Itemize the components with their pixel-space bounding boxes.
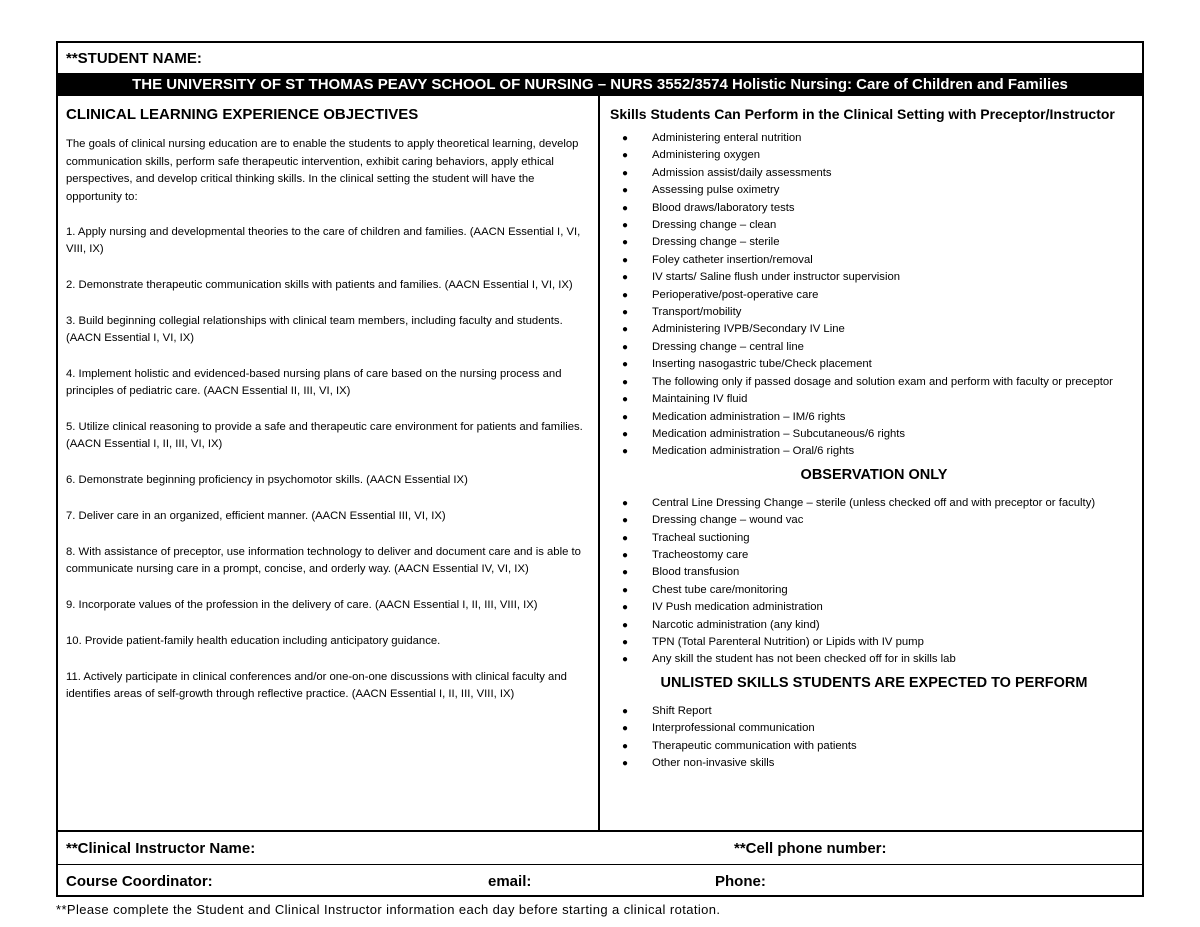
bullet-icon: ● bbox=[622, 532, 629, 544]
skill-item-text: Administering oxygen bbox=[652, 149, 761, 162]
skill-item bbox=[610, 165, 1138, 182]
skill-item-text: Medication administration – IM/6 rights bbox=[652, 410, 846, 423]
skill-item bbox=[610, 426, 1138, 443]
observation-list bbox=[610, 495, 1138, 669]
bullet-icon: ● bbox=[622, 705, 629, 717]
bullet-icon: ● bbox=[622, 497, 629, 509]
student-name-label: **STUDENT NAME: bbox=[66, 50, 202, 67]
bullet-icon: ● bbox=[622, 758, 629, 769]
observation-item bbox=[610, 564, 1138, 581]
bullet-icon: ● bbox=[622, 185, 629, 197]
phone-field[interactable]: Phone: bbox=[715, 873, 766, 890]
objectives-column bbox=[58, 96, 600, 830]
observation-item bbox=[610, 495, 1138, 512]
unlisted-item-text: Therapeutic communication with patients bbox=[652, 739, 857, 752]
observation-item bbox=[610, 530, 1138, 547]
skill-item-text: Admission assist/daily assessments bbox=[652, 166, 832, 179]
skill-item bbox=[610, 130, 1138, 147]
skill-item bbox=[610, 269, 1138, 286]
unlisted-heading: UNLISTED SKILLS STUDENTS ARE EXPECTED TO PERFORM bbox=[660, 674, 1088, 691]
observation-item-text: Blood transfusion bbox=[652, 566, 740, 579]
skill-item bbox=[610, 234, 1138, 251]
skill-item bbox=[610, 304, 1138, 321]
objective-item: 4. Implement holistic and evidenced-based nursing plans of care based on the nursing process and principles of pediatric care. (AACN Essential II, III, VI, IX) bbox=[66, 368, 562, 398]
bullet-icon: ● bbox=[622, 584, 629, 596]
bullet-icon: ● bbox=[622, 428, 629, 440]
bullet-icon: ● bbox=[622, 636, 629, 648]
course-coordinator-field[interactable]: Course Coordinator: bbox=[66, 873, 213, 890]
objective-item: 2. Demonstrate therapeutic communication skills with patients and families. (AACN Essential I, VI, IX) bbox=[66, 279, 573, 292]
skill-item-text: The following only if passed dosage and solution exam and perform with faculty or preceptor bbox=[652, 375, 1113, 388]
objectives-intro: The goals of clinical nursing education are to enable the students to apply theoretical learning, develop communication skills, perform safe therapeutic intervention, exhibit caring behaviors, apply ethical perspectives, and develop critical thinking skills. In the clinical setting the student will have the opportunity to: bbox=[66, 138, 579, 203]
observation-item-text: Dressing change – wound vac bbox=[652, 514, 804, 527]
skill-item-text: Foley catheter insertion/removal bbox=[652, 253, 813, 266]
bullet-icon: ● bbox=[622, 202, 629, 214]
skill-item bbox=[610, 391, 1138, 408]
skills-column bbox=[600, 96, 1144, 830]
skill-item-text: Assessing pulse oximetry bbox=[652, 184, 780, 197]
objective-item: 1. Apply nursing and developmental theories to the care of children and families. (AACN Essential I, VI, VIII, IX) bbox=[66, 226, 581, 256]
skill-item bbox=[610, 182, 1138, 199]
observation-item-text: Tracheal suctioning bbox=[652, 531, 750, 544]
skill-item-text: Administering IVPB/Secondary IV Line bbox=[652, 323, 845, 336]
observation-item bbox=[610, 651, 1138, 668]
student-name-row[interactable] bbox=[58, 43, 1142, 74]
bullet-icon: ● bbox=[622, 220, 629, 232]
bullet-icon: ● bbox=[622, 446, 629, 458]
unlisted-item bbox=[610, 720, 1138, 737]
objective-item: 5. Utilize clinical reasoning to provide a safe and therapeutic care environment for patients and families. (AACN Essential I, II, III, VI, IX) bbox=[66, 421, 583, 451]
skill-item bbox=[610, 252, 1138, 269]
objective-item: 9. Incorporate values of the profession in the delivery of care. (AACN Essential I, II, III, VIII, IX) bbox=[66, 599, 538, 612]
bullet-icon: ● bbox=[622, 359, 629, 371]
instructor-name-field[interactable]: **Clinical Instructor Name: bbox=[66, 840, 256, 857]
skill-item-text: Inserting nasogastric tube/Check placement bbox=[652, 358, 872, 371]
skill-item-text: Administering enteral nutrition bbox=[652, 132, 802, 144]
bullet-icon: ● bbox=[622, 289, 629, 301]
observation-item-text: Chest tube care/monitoring bbox=[652, 583, 788, 596]
observation-item bbox=[610, 582, 1138, 599]
observation-item-text: Any skill the student has not been checked off for in skills lab bbox=[652, 653, 956, 666]
form-frame bbox=[56, 41, 1144, 897]
bullet-icon: ● bbox=[622, 549, 629, 561]
skill-item bbox=[610, 200, 1138, 217]
unlisted-item bbox=[610, 738, 1138, 755]
unlisted-item-text: Shift Report bbox=[652, 704, 712, 717]
skill-item bbox=[610, 287, 1138, 304]
bullet-icon: ● bbox=[622, 254, 629, 266]
skill-item bbox=[610, 443, 1138, 460]
skill-item-text: Dressing change – central line bbox=[652, 340, 804, 353]
observation-item-text: Narcotic administration (any kind) bbox=[652, 618, 820, 631]
observation-item-text: TPN (Total Parenteral Nutrition) or Lipids with IV pump bbox=[652, 635, 924, 648]
observation-item bbox=[610, 512, 1138, 529]
observation-heading: OBSERVATION ONLY bbox=[800, 466, 948, 483]
skill-item-text: Perioperative/post-operative care bbox=[652, 288, 819, 301]
unlisted-item bbox=[610, 755, 1138, 772]
unlisted-item-text: Interprofessional communication bbox=[652, 722, 815, 735]
bullet-icon: ● bbox=[622, 324, 629, 336]
objective-item: 8. With assistance of preceptor, use information technology to deliver and document care and is able to communicate nursing care in a prompt, concise, and orderly way. (AACN Essential IV, VI, IX) bbox=[66, 546, 581, 576]
observation-item-text: Central Line Dressing Change – sterile (unless checked off and with preceptor or faculty) bbox=[652, 496, 1096, 509]
skill-item bbox=[610, 374, 1138, 391]
objective-item: 10. Provide patient-family health education including anticipatory guidance. bbox=[66, 635, 441, 648]
bullet-icon: ● bbox=[622, 341, 629, 353]
skill-item-text: Maintaining IV fluid bbox=[652, 393, 748, 406]
observation-item bbox=[610, 599, 1138, 616]
skill-item-text: Transport/mobility bbox=[652, 306, 742, 319]
skill-item-text: Medication administration – Subcutaneous/6 rights bbox=[652, 427, 906, 440]
objective-item: 11. Actively participate in clinical conferences and/or one-on-one discussions with clinical faculty and identifies areas of self-growth through reflective practice. (AACN Essential I, II, III, VIII, IX) bbox=[66, 671, 567, 701]
footnote: **Please complete the Student and Clinical Instructor information each day before starting a clinical rotation. bbox=[56, 902, 721, 917]
bullet-icon: ● bbox=[622, 394, 629, 406]
bullet-icon: ● bbox=[622, 237, 629, 249]
observation-item bbox=[610, 634, 1138, 651]
observation-item-text: Tracheostomy care bbox=[652, 548, 749, 561]
content-section bbox=[58, 96, 1142, 830]
skills-list bbox=[610, 130, 1138, 461]
bullet-icon: ● bbox=[622, 740, 629, 752]
unlisted-item-text: Other non-invasive skills bbox=[652, 757, 775, 769]
objectives-list bbox=[66, 224, 592, 703]
skill-item bbox=[610, 356, 1138, 373]
bullet-icon: ● bbox=[622, 167, 629, 179]
skill-item bbox=[610, 321, 1138, 338]
coordinator-row bbox=[58, 865, 1142, 897]
bullet-icon: ● bbox=[622, 567, 629, 579]
cell-phone-field[interactable]: **Cell phone number: bbox=[734, 840, 887, 857]
bullet-icon: ● bbox=[622, 133, 629, 144]
skill-item-text: Dressing change – sterile bbox=[652, 236, 780, 249]
skills-heading: Skills Students Can Perform in the Clinical Setting with Preceptor/Instructor bbox=[610, 106, 1115, 122]
unlisted-list bbox=[610, 703, 1138, 773]
skill-item bbox=[610, 339, 1138, 356]
observation-item bbox=[610, 617, 1138, 634]
bullet-icon: ● bbox=[622, 150, 629, 162]
bullet-icon: ● bbox=[622, 411, 629, 423]
bullet-icon: ● bbox=[622, 515, 629, 527]
skill-item-text: Dressing change – clean bbox=[652, 219, 777, 232]
bullet-icon: ● bbox=[622, 602, 629, 614]
skill-item-text: IV starts/ Saline flush under instructor supervision bbox=[652, 271, 901, 284]
observation-item bbox=[610, 547, 1138, 564]
objective-item: 3. Build beginning collegial relationships with clinical team members, including faculty and students. (AACN Essential I, VI, IX) bbox=[66, 315, 563, 345]
skill-item-text: Medication administration – Oral/6 rights bbox=[652, 445, 855, 458]
objective-item: 7. Deliver care in an organized, efficient manner. (AACN Essential III, VI, IX) bbox=[66, 510, 446, 523]
bullet-icon: ● bbox=[622, 272, 629, 284]
skill-item bbox=[610, 147, 1138, 164]
bullet-icon: ● bbox=[622, 619, 629, 631]
unlisted-item bbox=[610, 703, 1138, 720]
email-field[interactable]: email: bbox=[488, 873, 532, 890]
skill-item bbox=[610, 409, 1138, 426]
instructor-row bbox=[58, 830, 1142, 865]
skill-item bbox=[610, 217, 1138, 234]
objectives-heading: CLINICAL LEARNING EXPERIENCE OBJECTIVES bbox=[66, 106, 419, 123]
course-banner: THE UNIVERSITY OF ST THOMAS PEAVY SCHOOL OF NURSING – NURS 3552/3574 Holistic Nursing: Care of Children and Families bbox=[58, 74, 1142, 96]
skill-item-text: Blood draws/laboratory tests bbox=[652, 201, 795, 214]
objective-item: 6. Demonstrate beginning proficiency in psychomotor skills. (AACN Essential IX) bbox=[66, 474, 468, 487]
bullet-icon: ● bbox=[622, 723, 629, 735]
observation-item-text: IV Push medication administration bbox=[652, 601, 823, 614]
bullet-icon: ● bbox=[622, 376, 629, 388]
bullet-icon: ● bbox=[622, 307, 629, 319]
bullet-icon: ● bbox=[622, 654, 629, 666]
